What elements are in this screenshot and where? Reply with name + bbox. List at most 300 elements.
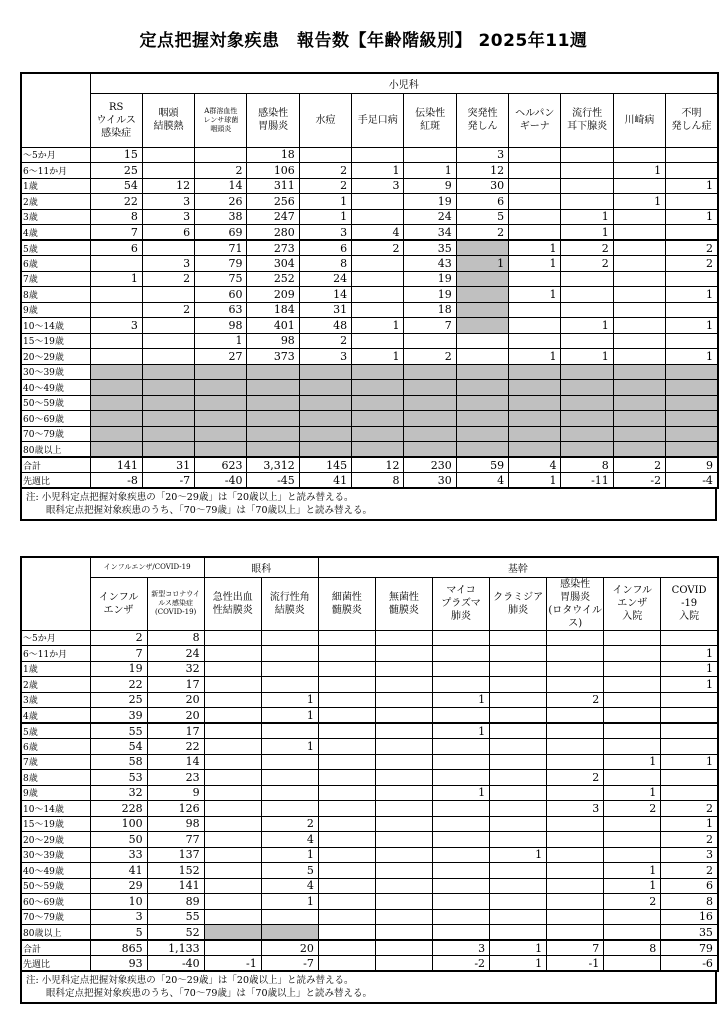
value-cell: 35 [404,240,456,256]
value-cell: 3 [299,349,351,365]
value-cell [604,909,661,925]
value-cell [247,426,299,442]
value-cell: 12 [456,163,508,179]
value-cell [204,925,261,941]
value-cell [375,692,432,708]
value-cell [204,677,261,693]
value-cell [299,147,351,163]
column-header: 伝染性 紅斑 [404,93,456,147]
age-label: 先週比 [21,473,90,489]
value-cell: -40 [195,473,247,489]
value-cell [195,147,247,163]
value-cell [561,442,613,458]
value-cell [456,287,508,303]
value-cell: 10 [90,894,147,910]
value-cell [561,287,613,303]
value-cell: 93 [90,956,147,972]
value-cell [318,925,375,941]
value-cell: 31 [299,302,351,318]
table-row [21,754,718,770]
value-cell: 311 [247,178,299,194]
value-cell [404,147,456,163]
value-cell [509,225,561,241]
value-cell: 3 [547,801,604,817]
table-row [21,646,718,662]
value-cell [375,816,432,832]
value-cell: -8 [90,473,142,489]
value-cell [456,349,508,365]
value-cell: 106 [247,163,299,179]
value-cell: 25 [90,163,142,179]
value-cell [613,411,665,427]
value-cell [613,225,665,241]
value-cell: -2 [613,473,665,489]
value-cell [432,847,489,863]
age-label: 8歳 [21,287,90,303]
age-label: 9歳 [21,785,90,801]
value-cell [90,256,142,272]
age-label: ～5か月 [21,147,90,163]
value-cell [195,395,247,411]
value-cell: 1 [90,271,142,287]
value-cell: 19 [404,194,456,210]
table-row [21,147,718,163]
value-cell: 12 [142,178,194,194]
value-cell: 2 [613,457,665,473]
value-cell [204,723,261,739]
value-cell [318,894,375,910]
value-cell [490,677,547,693]
value-cell [456,380,508,396]
age-label: 30～39歳 [21,364,90,380]
value-cell: 7 [404,318,456,334]
value-cell [318,661,375,677]
value-cell [142,411,194,427]
table2-note [20,972,717,1004]
group-header-pediatrics: 小児科 [90,73,718,93]
table-row [21,380,718,396]
value-cell: 3 [432,940,489,956]
value-cell: 18 [404,302,456,318]
value-cell: 273 [247,240,299,256]
value-cell [375,894,432,910]
value-cell [261,801,318,817]
value-cell [547,630,604,646]
value-cell [375,754,432,770]
value-cell [375,801,432,817]
column-header: 流行性角 結膜炎 [261,577,318,630]
age-label: 6歳 [21,739,90,755]
value-cell [604,677,661,693]
value-cell [204,816,261,832]
age-label: 20～29歳 [21,832,90,848]
value-cell: 1 [261,894,318,910]
value-cell [666,194,718,210]
age-label: 20～29歳 [21,349,90,365]
value-cell: 41 [90,863,147,879]
value-cell: 4 [509,457,561,473]
value-cell [90,395,142,411]
value-cell: 19 [404,287,456,303]
age-label: 70～79歳 [21,909,90,925]
value-cell: 22 [90,677,147,693]
value-cell: 24 [404,209,456,225]
value-cell: 401 [247,318,299,334]
column-header: 感染性 胃腸炎 [247,93,299,147]
table-row [21,878,718,894]
value-cell: 2 [547,770,604,786]
age-label: 10～14歳 [21,318,90,334]
value-cell: 6 [90,240,142,256]
value-cell: 7 [90,646,147,662]
value-cell [604,708,661,724]
column-header: 突発性 発しん [456,93,508,147]
value-cell: 6 [142,225,194,241]
value-cell: 280 [247,225,299,241]
value-cell: 2 [261,816,318,832]
value-cell: 5 [261,863,318,879]
age-header-cell [21,557,90,630]
value-cell [247,442,299,458]
value-cell [261,630,318,646]
table-row [21,630,718,646]
value-cell [547,909,604,925]
value-cell [142,364,194,380]
value-cell [142,147,194,163]
value-cell [142,240,194,256]
value-cell [613,209,665,225]
value-cell: -11 [561,473,613,489]
table1-note [20,489,717,521]
value-cell [261,770,318,786]
value-cell: 59 [456,457,508,473]
age-label: 2歳 [21,194,90,210]
value-cell [432,677,489,693]
value-cell: 7 [90,225,142,241]
value-cell [352,147,404,163]
age-label: 4歳 [21,225,90,241]
value-cell [666,442,718,458]
value-cell [666,395,718,411]
value-cell [204,863,261,879]
value-cell [509,194,561,210]
value-cell [613,271,665,287]
value-cell: 58 [90,754,147,770]
value-cell [375,677,432,693]
value-cell [432,646,489,662]
value-cell [142,318,194,334]
total-row [21,457,718,473]
value-cell [509,426,561,442]
value-cell: 1 [352,163,404,179]
value-cell [547,816,604,832]
age-label: 5歳 [21,240,90,256]
value-cell [204,847,261,863]
value-cell [604,739,661,755]
value-cell [375,832,432,848]
value-cell [432,878,489,894]
table-row [21,863,718,879]
value-cell [661,785,718,801]
value-cell [509,271,561,287]
value-cell [432,925,489,941]
value-cell: 75 [195,271,247,287]
value-cell [490,646,547,662]
value-cell [318,723,375,739]
value-cell [352,411,404,427]
age-label: 6歳 [21,256,90,272]
value-cell [561,271,613,287]
value-cell: 24 [299,271,351,287]
value-cell: 3 [90,318,142,334]
value-cell [375,940,432,956]
value-cell: 15 [90,147,142,163]
value-cell: 1 [561,318,613,334]
table-row [21,816,718,832]
group-header-ophthalmology: 眼科 [204,557,318,577]
table-row [21,333,718,349]
value-cell: 1 [604,863,661,879]
value-cell: 2 [404,349,456,365]
value-cell [204,754,261,770]
value-cell: 71 [195,240,247,256]
value-cell [547,723,604,739]
value-cell: 8 [561,457,613,473]
table-row [21,349,718,365]
value-cell: 2 [604,894,661,910]
value-cell: 19 [404,271,456,287]
value-cell: 100 [90,816,147,832]
value-cell: 43 [404,256,456,272]
value-cell [547,863,604,879]
age-label: 6～11か月 [21,163,90,179]
value-cell: 4 [352,225,404,241]
value-cell: 3 [661,847,718,863]
value-cell: 2 [561,256,613,272]
value-cell [604,847,661,863]
value-cell: 1 [261,739,318,755]
value-cell [299,364,351,380]
value-cell [509,333,561,349]
value-cell [204,801,261,817]
value-cell: 2 [142,302,194,318]
value-cell: 1 [261,847,318,863]
value-cell [613,147,665,163]
value-cell [490,754,547,770]
value-cell: 98 [147,816,204,832]
table-row [21,194,718,210]
value-cell [456,364,508,380]
value-cell [204,940,261,956]
value-cell: 79 [195,256,247,272]
value-cell: 1 [509,473,561,489]
value-cell: 55 [147,909,204,925]
value-cell [404,380,456,396]
value-cell [561,411,613,427]
column-header: インフル エンザ 入院 [604,577,661,630]
value-cell: 1 [666,209,718,225]
value-cell: -7 [142,473,194,489]
value-cell [490,925,547,941]
value-cell [613,426,665,442]
value-cell: 23 [147,770,204,786]
value-cell [352,380,404,396]
value-cell [352,442,404,458]
value-cell: 20 [261,940,318,956]
value-cell: 8 [299,256,351,272]
value-cell: 1 [261,692,318,708]
value-cell: 35 [661,925,718,941]
table-row [21,708,718,724]
value-cell [142,426,194,442]
age-label: 15～19歳 [21,333,90,349]
value-cell [490,770,547,786]
value-cell: 89 [147,894,204,910]
column-header: 細菌性 髄膜炎 [318,577,375,630]
note-line-1: 注: 小児科定点把握対象疾患の「20～29歳」は「20歳以上」と読み替える。 [26,492,354,503]
age-label: 合計 [21,940,90,956]
value-cell [547,878,604,894]
table-row [21,256,718,272]
value-cell [432,739,489,755]
table-row [21,785,718,801]
value-cell: 39 [90,708,147,724]
value-cell [613,395,665,411]
value-cell [604,630,661,646]
value-cell [204,894,261,910]
table-row [21,364,718,380]
value-cell [490,785,547,801]
note-line-2: 眼科定点把握対象疾患のうち、「70～79歳」は「70歳以上」と読み替える。 [46,505,373,516]
value-cell [666,271,718,287]
value-cell [90,380,142,396]
value-cell [547,661,604,677]
value-cell: 30 [404,473,456,489]
value-cell: 63 [195,302,247,318]
value-cell: 2 [661,801,718,817]
table-row [21,925,718,941]
value-cell [432,630,489,646]
value-cell [432,770,489,786]
value-cell [204,661,261,677]
value-cell [547,677,604,693]
value-cell [204,909,261,925]
value-cell [352,426,404,442]
value-cell: 1 [509,287,561,303]
value-cell [261,677,318,693]
value-cell [561,380,613,396]
value-cell [352,194,404,210]
value-cell: 77 [147,832,204,848]
value-cell [547,785,604,801]
value-cell: 1 [661,661,718,677]
value-cell [375,661,432,677]
value-cell [318,909,375,925]
age-label: 60～69歳 [21,894,90,910]
value-cell: 22 [147,739,204,755]
value-cell [547,754,604,770]
value-cell [666,225,718,241]
value-cell [142,349,194,365]
value-cell: 1 [432,785,489,801]
value-cell [456,426,508,442]
value-cell: 230 [404,457,456,473]
value-cell: 6 [456,194,508,210]
age-label: 60～69歳 [21,411,90,427]
value-cell [204,832,261,848]
table-row [21,832,718,848]
value-cell [547,739,604,755]
value-cell [613,349,665,365]
value-cell: 145 [299,457,351,473]
value-cell [666,333,718,349]
value-cell: 152 [147,863,204,879]
column-header: ヘルパン ギーナ [509,93,561,147]
age-label: 15～19歳 [21,816,90,832]
age-label: 3歳 [21,209,90,225]
value-cell: 1 [352,349,404,365]
value-cell [261,909,318,925]
column-header: RS ウイルス 感染症 [90,93,142,147]
value-cell: 1 [613,194,665,210]
value-cell [561,147,613,163]
value-cell [195,426,247,442]
table-row [21,661,718,677]
value-cell: 1 [666,178,718,194]
value-cell: 1 [299,194,351,210]
value-cell [661,708,718,724]
value-cell: 29 [90,878,147,894]
flu-eye-base-report-table [20,556,719,972]
value-cell [142,287,194,303]
value-cell: 252 [247,271,299,287]
value-cell [490,801,547,817]
value-cell: 16 [661,909,718,925]
value-cell [142,333,194,349]
age-label: 50～59歳 [21,878,90,894]
age-label: 7歳 [21,754,90,770]
value-cell [604,661,661,677]
value-cell [375,770,432,786]
value-cell [432,661,489,677]
table-row [21,209,718,225]
value-cell [195,442,247,458]
value-cell: 2 [561,240,613,256]
value-cell [432,801,489,817]
value-cell [352,287,404,303]
group-header-flu-covid: インフルエンザ/COVID-19 [90,557,204,577]
table-row [21,723,718,739]
value-cell [561,178,613,194]
value-cell: 55 [90,723,147,739]
age-label: ～5か月 [21,630,90,646]
age-label: 6～11か月 [21,646,90,662]
value-cell: 79 [661,940,718,956]
column-header: 川崎病 [613,93,665,147]
value-cell [318,863,375,879]
age-label: 7歳 [21,271,90,287]
table-row [21,395,718,411]
value-cell [318,677,375,693]
age-header-cell [21,73,90,147]
value-cell [261,646,318,662]
value-cell [375,956,432,972]
value-cell [661,770,718,786]
age-label: 80歳以上 [21,442,90,458]
value-cell: 8 [147,630,204,646]
age-label: 9歳 [21,302,90,318]
value-cell [509,411,561,427]
